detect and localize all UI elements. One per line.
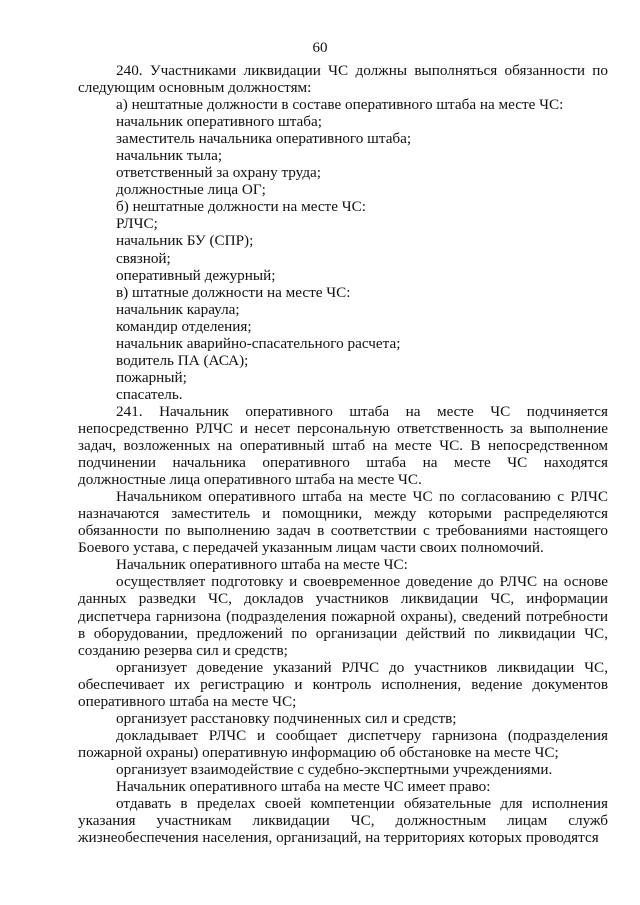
page-number: 60 [312, 40, 328, 56]
paragraph: Начальник оперативного штаба на месте ЧС имеет право: [116, 777, 491, 795]
list-item: ответственный за охрану труда; [116, 164, 322, 182]
list-item-section-a: а) нештатные должности в составе оперативного штаба на месте ЧС: [116, 96, 564, 114]
list-item: водитель ПА (АСА); [116, 351, 249, 369]
paragraph: организует расстановку подчиненных сил и средств; [116, 709, 457, 727]
paragraph: осуществляет подготовку и своевременное доведение до РЛЧС на основе данных разведки ЧС, докладов участников ликвидации ЧС, информации диспетчера гарнизона (подразделения пожарной охраны), сведений потребности в оборудовании, предложений по организации действий по ликвидации ЧС, созданию резерва сил и средств; [78, 573, 608, 659]
list-item: оперативный дежурный; [116, 266, 276, 284]
paragraph: докладывает РЛЧС и сообщает диспетчеру гарнизона (подразделения пожарной охраны) оперативную информацию об обстановке на месте ЧС; [78, 726, 608, 761]
list-item: должностные лица ОГ; [116, 181, 266, 199]
paragraph-240-intro: 240. Участниками ликвидации ЧС должны выполняться обязанности по следующим основным должностям: [78, 62, 608, 97]
list-item: начальник оперативного штаба; [116, 113, 322, 131]
list-item: начальник аварийно-спасательного расчета; [116, 334, 401, 352]
list-item: пожарный; [116, 368, 187, 386]
paragraph-241: 241. Начальник оперативного штаба на месте ЧС подчиняется непосредственно РЛЧС и несет персональную ответственность за выполнение задач, возложенных на оперативный штаб на месте ЧС. В непосредственном подчинении начальника оперативного штаба на месте ЧС находятся должностные лица оперативного штаба на месте ЧС. [78, 402, 608, 489]
document-body [78, 62, 608, 846]
list-item: РЛЧС; [116, 215, 158, 233]
paragraph: отдавать в пределах своей компетенции обязательные для исполнения указания участникам ликвидации ЧС, должностным лицам служб жизнеобеспечения населения, организаций, на территориях которых проводятся [78, 795, 608, 847]
paragraph: организует доведение указаний РЛЧС до участников ликвидации ЧС, обеспечивает их регистрацию и контроль исполнения, ведение документов оперативного штаба на месте ЧС; [78, 658, 608, 710]
list-item-section-v: в) штатные должности на месте ЧС: [116, 283, 351, 301]
list-item: начальник тыла; [116, 147, 223, 165]
list-item: начальник караула; [116, 300, 240, 318]
paragraph: организует взаимодействие с судебно-экспертными учреждениями. [116, 760, 553, 778]
list-item: заместитель начальника оперативного штаба; [116, 130, 412, 148]
paragraph: Начальником оперативного штаба на месте ЧС по согласованию с РЛЧС назначаются заместитель и помощники, между которыми распределяются обязанности по выполнению задач в соответствии с требованиями настоящего Боевого устава, с передачей указанным лицам части своих полномочий. [78, 488, 608, 557]
list-item: начальник БУ (СПР); [116, 232, 254, 250]
list-item-section-b: б) нештатные должности на месте ЧС: [116, 198, 366, 216]
list-item: командир отделения; [116, 317, 252, 335]
paragraph: Начальник оперативного штаба на месте ЧС: [116, 556, 408, 574]
list-item: спасатель. [116, 385, 183, 403]
list-item: связной; [116, 249, 171, 267]
